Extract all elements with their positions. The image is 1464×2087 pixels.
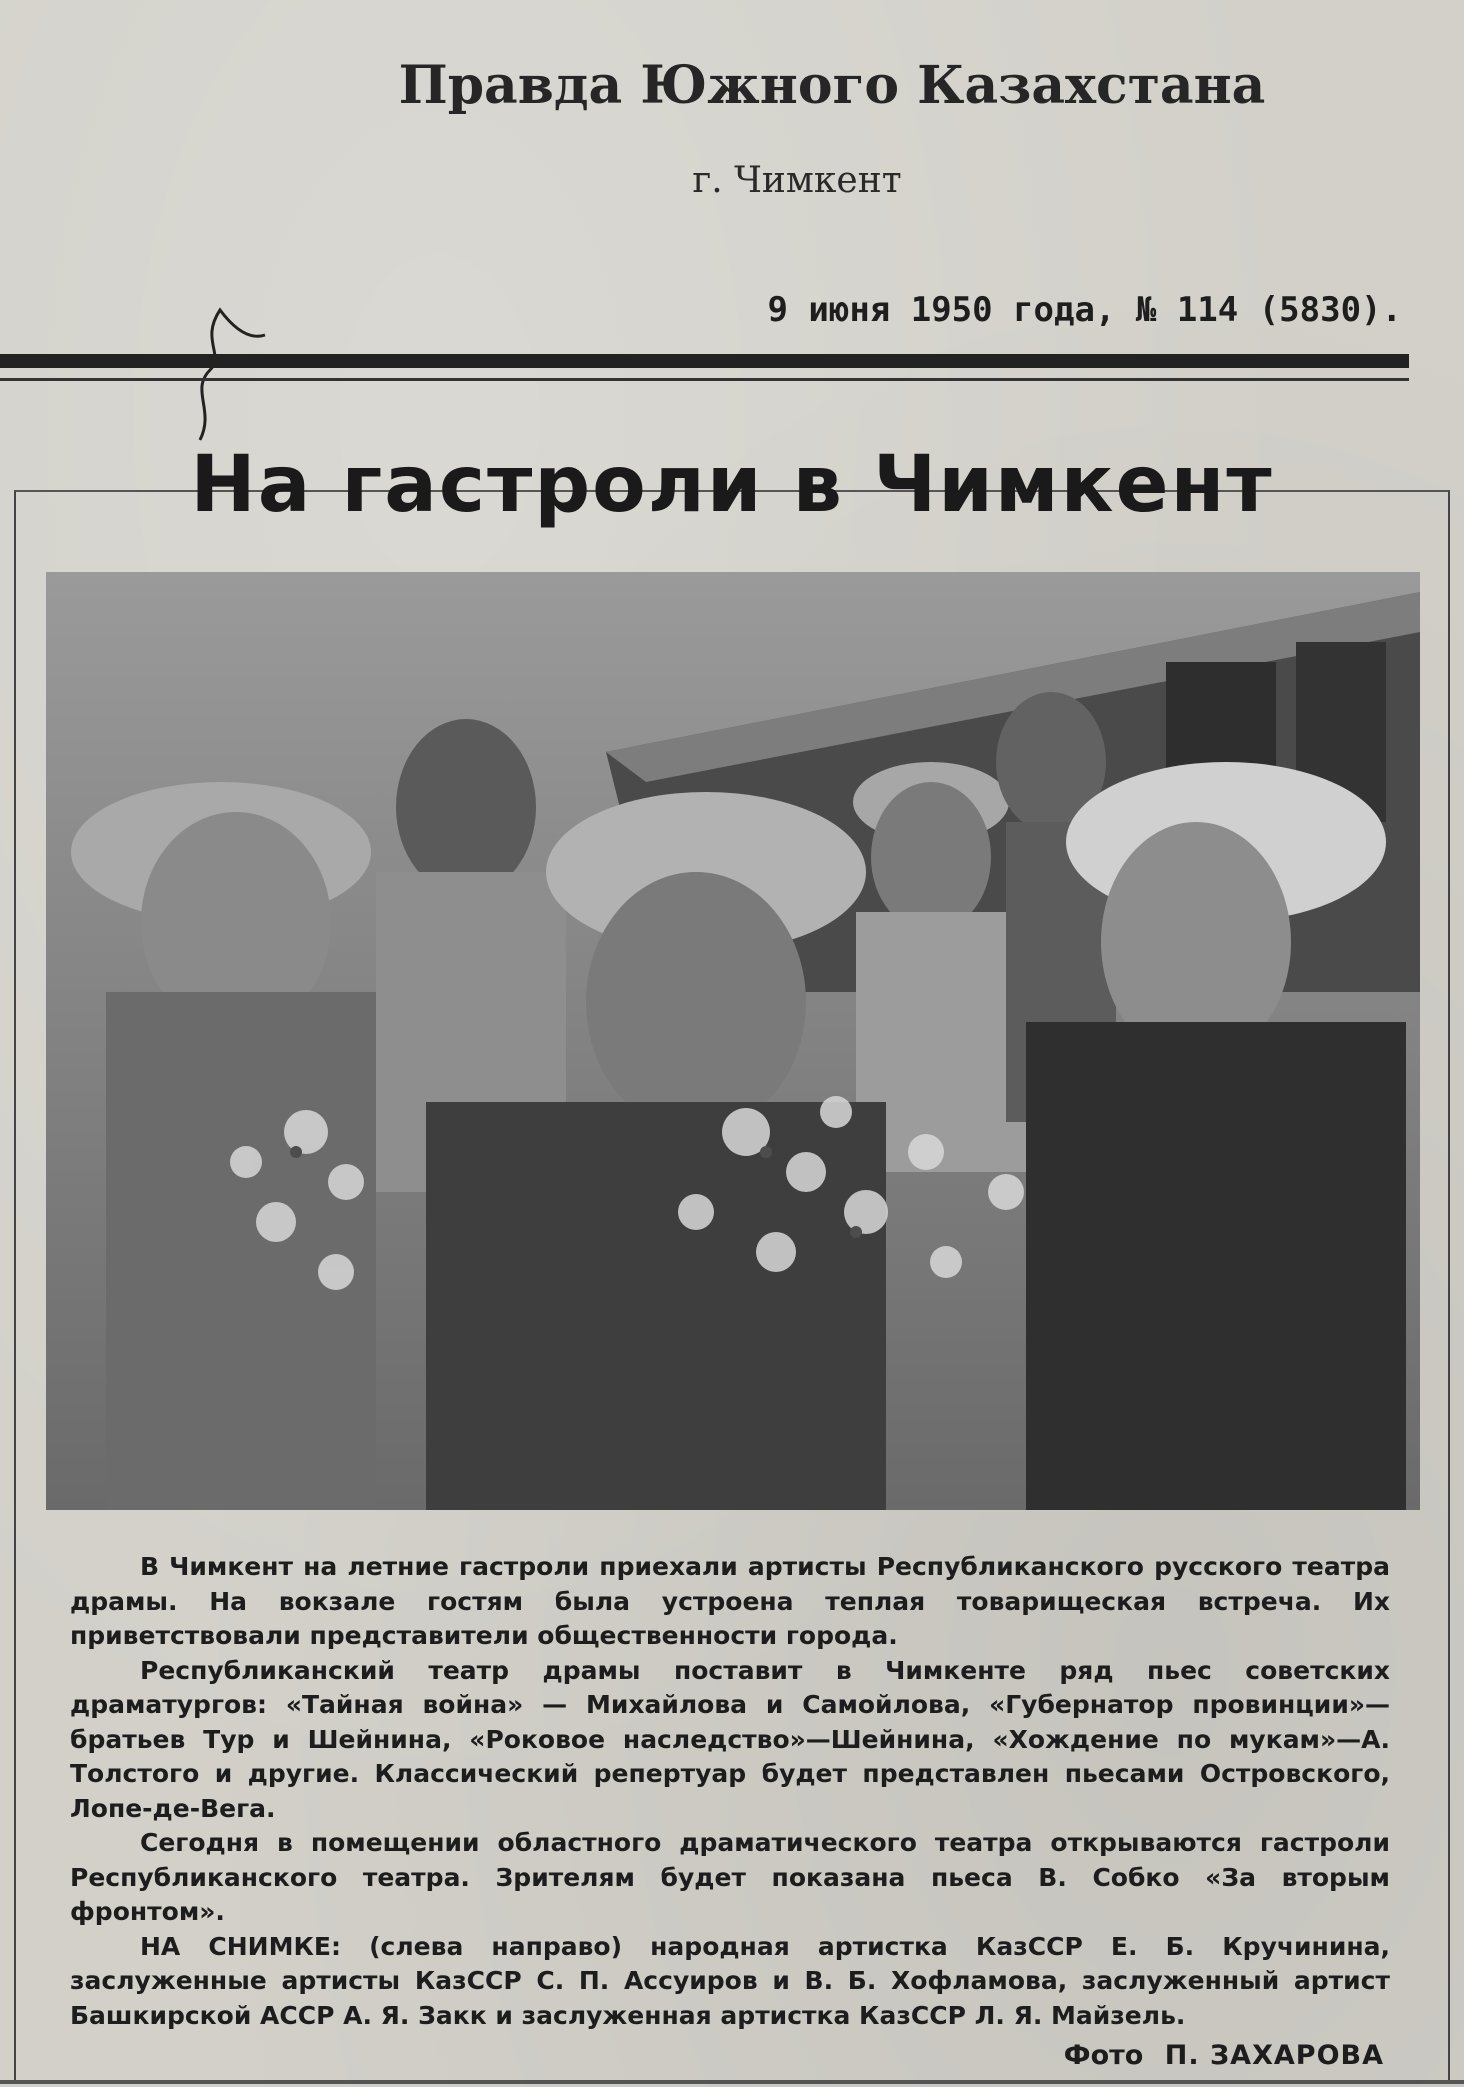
photo-illustration	[46, 572, 1420, 1510]
article-paragraph: В Чимкент на летние гастроли приехали артисты Республиканского русского театра драмы. На вокзале гостям была устроена теплая товарищеская встреча. Их приветствовали представители общественности города.	[70, 1552, 1390, 1650]
caption-label: НА СНИМКЕ:	[140, 1931, 341, 1961]
article-paragraph: Сегодня в помещении областного драматического театра открываются гастроли Республиканского театра. Зрителям будет показана пьеса В. Собко «За вторым фронтом».	[70, 1828, 1390, 1926]
bottom-rule	[0, 2080, 1464, 2084]
photo-caption	[70, 1930, 1390, 2034]
masthead-rule-thick	[0, 354, 1409, 368]
newspaper-city: г. Чимкент	[692, 160, 902, 201]
newspaper-title: Правда Южного Казахстана	[398, 55, 1266, 116]
issue-date-number: 9 июня 1950 года, № 114 (5830).	[767, 290, 1402, 330]
article-headline: На гастроли в Чимкент	[190, 440, 1274, 530]
photo-credit-name: П. ЗАХАРОВА	[1164, 2040, 1384, 2071]
photo-credit	[1064, 2040, 1384, 2071]
article-body	[70, 1550, 1390, 2033]
masthead-rule-thin	[0, 378, 1409, 381]
pen-mark-icon	[180, 300, 290, 450]
caption-text: (слева направо) народная артистка КазССР Е. Б. Кручинина, заслуженные артисты КазССР С. П. Ассуиров и В. Б. Хофламова, заслуженный артист Башкирской АССР А. Я. Закк и заслуженная артистка КазССР Л. Я. Майзель.	[70, 1931, 1390, 2030]
article-photo	[46, 572, 1420, 1510]
article-paragraph: Республиканский театр драмы поставит в Чимкенте ряд пьес советских драматургов: «Тайная война» — Михайлова и Самойлова, «Губернатор провинции»—братьев Тур и Шейнина, «Роковое наследство»—Шейнина, «Хождение по мукам»—А. Толстого и другие. Классический репертуар будет представлен пьесами Островского, Лопе-де-Вега.	[70, 1655, 1390, 1823]
photo-credit-label: Фото	[1063, 2040, 1144, 2071]
